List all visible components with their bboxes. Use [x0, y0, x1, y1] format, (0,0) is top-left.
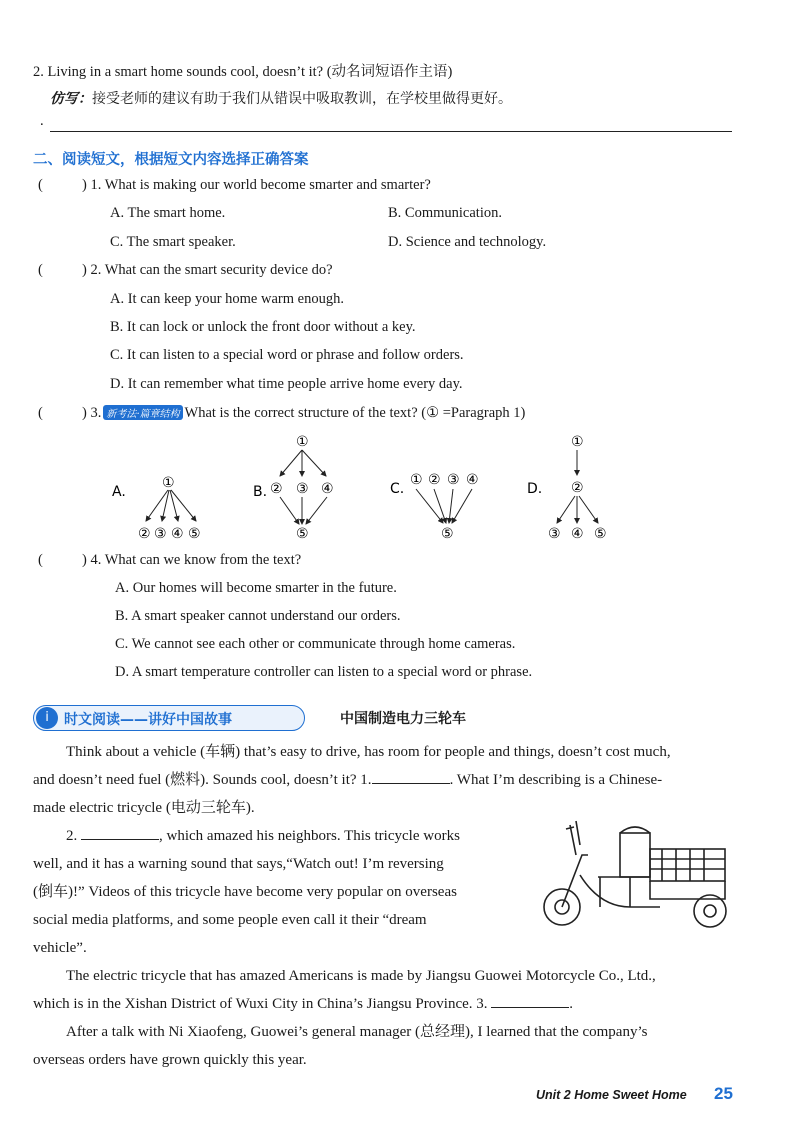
q1-stem: ) 1. What is making our world become smarter and smarter?: [82, 177, 431, 193]
q4-option-a[interactable]: A. Our homes will become smarter in the future.: [115, 580, 397, 596]
circled-3: ③: [548, 526, 561, 542]
answer-paren[interactable]: (: [38, 177, 43, 193]
q3-question: What is the correct structure of the text? (① =Paragraph 1): [184, 405, 526, 421]
p2-line-b: well, and it has a warning sound that says,“Watch out! I’m reversing: [33, 856, 444, 872]
p2-line-c: (倒车)!” Videos of this tricycle have become very popular on overseas: [33, 884, 457, 900]
p3-text-b: which is in the Xishan District of Wuxi City in China’s Jiangsu Province. 3.: [33, 996, 488, 1012]
q1-option-d[interactable]: D. Science and technology.: [388, 234, 547, 250]
q4-stem: ) 4. What can we know from the text?: [82, 552, 302, 568]
banner-subtitle: 中国制造电力三轮车: [340, 711, 466, 727]
option-a-diagram[interactable]: [112, 475, 201, 542]
p1-line-a: Think about a vehicle (车辆) that’s easy to drive, has room for people and things, doesn’t cost much,: [66, 744, 671, 760]
q4-option-d[interactable]: D. A smart temperature controller can listen to a special word or phrase.: [115, 664, 533, 680]
circled-4: ④: [171, 526, 184, 542]
q3-number: ) 3.: [82, 405, 102, 421]
banner-title: 时文阅读——讲好中国故事: [64, 712, 232, 728]
circled-4: ④: [571, 526, 584, 542]
blank-1[interactable]: [372, 771, 450, 784]
q2-option-c[interactable]: C. It can listen to a special word or phrase and follow orders.: [110, 347, 464, 363]
dot-mark: .: [40, 113, 44, 129]
q2-sentence: 2. Living in a smart home sounds cool, doesn’t it? (动名词短语作主语): [33, 64, 453, 80]
imitate-text: 接受老师的建议有助于我们从错误中吸取教训，在学校里做得更好。: [92, 91, 512, 107]
diagram-label-b: B.: [253, 484, 268, 500]
p4-line-b: overseas orders have grown quickly this year.: [33, 1052, 307, 1068]
answer-line[interactable]: [50, 131, 732, 132]
circled-3: ③: [296, 481, 309, 497]
imitate-label: 仿写：: [50, 91, 92, 107]
tricycle-illustration: [540, 815, 735, 935]
diagram-label-c: C.: [390, 481, 405, 497]
passage-paragraph-2: [33, 822, 507, 962]
imitate-line: [50, 88, 512, 108]
blank-2[interactable]: [81, 827, 159, 840]
circled-1: ①: [296, 434, 309, 450]
circled-2: ②: [138, 526, 151, 542]
option-b-diagram[interactable]: [253, 434, 334, 542]
circled-4: ④: [466, 472, 479, 488]
passage-paragraph-3: [33, 962, 733, 1018]
reading-banner: [33, 705, 305, 731]
circled-2: ②: [428, 472, 441, 488]
p1-line-b: [33, 766, 733, 794]
page-number: 25: [714, 1084, 733, 1103]
p2-line-e: vehicle”.: [33, 940, 87, 956]
structure-diagrams: [0, 428, 800, 548]
circled-2: ②: [571, 480, 584, 496]
blank-3[interactable]: [491, 995, 569, 1008]
new-format-badge: 新考法·篇章结构: [103, 405, 182, 420]
diagram-label-d: D.: [527, 481, 543, 497]
circled-2: ②: [270, 481, 283, 497]
circled-4: ④: [321, 481, 334, 497]
p2-line-a: [33, 822, 507, 850]
p1-text-b: and doesn’t need fuel (燃料). Sounds cool, doesn’t it? 1.: [33, 772, 372, 788]
passage-paragraph-1: [33, 738, 733, 822]
option-d-diagram[interactable]: [527, 434, 607, 542]
circled-5: ⑤: [441, 526, 454, 542]
p2-text-a: , which amazed his neighbors. This tricycle works: [159, 828, 460, 844]
circled-5: ⑤: [296, 526, 309, 542]
option-c-diagram[interactable]: [390, 472, 479, 542]
answer-paren[interactable]: (: [38, 262, 43, 278]
q3-stem: [82, 405, 525, 422]
p2-number: 2.: [66, 828, 78, 844]
circled-3: ③: [154, 526, 167, 542]
q2-option-a[interactable]: A. It can keep your home warm enough.: [110, 291, 344, 307]
footer-unit-title: Unit 2 Home Sweet Home: [536, 1088, 687, 1102]
lighthouse-icon: i: [36, 707, 58, 729]
circled-1: ①: [162, 475, 175, 491]
q2-option-b[interactable]: B. It can lock or unlock the front door without a key.: [110, 319, 416, 335]
p4-line-a: After a talk with Ni Xiaofeng, Guowei’s general manager (总经理), I learned that the company’s: [66, 1024, 648, 1040]
q1-option-c[interactable]: C. The smart speaker.: [110, 234, 236, 250]
q4-option-c[interactable]: C. We cannot see each other or communicate through home cameras.: [115, 636, 516, 652]
circled-5: ⑤: [594, 526, 607, 542]
answer-paren[interactable]: (: [38, 405, 43, 421]
q1-option-b[interactable]: B. Communication.: [388, 205, 502, 221]
circled-3: ③: [447, 472, 460, 488]
q2-option-d[interactable]: D. It can remember what time people arrive home every day.: [110, 376, 463, 392]
circled-1: ①: [410, 472, 423, 488]
q2-stem: ) 2. What can the smart security device do?: [82, 262, 333, 278]
section-heading: 二、阅读短文，根据短文内容选择正确答案: [33, 152, 309, 168]
p1-line-d: made electric tricycle (电动三轮车).: [33, 800, 255, 816]
circled-5: ⑤: [188, 526, 201, 542]
q1-option-a[interactable]: A. The smart home.: [110, 205, 226, 221]
p3-end: .: [569, 996, 574, 1012]
answer-paren[interactable]: (: [38, 552, 43, 568]
passage-paragraph-4: [33, 1018, 733, 1074]
p3-line-b: [33, 990, 733, 1018]
p3-line-a: The electric tricycle that has amazed Americans is made by Jiangsu Guowei Motorcycle Co., Ltd.,: [66, 968, 656, 984]
circled-1: ①: [571, 434, 584, 450]
diagram-label-a: A.: [112, 484, 126, 500]
q4-option-b[interactable]: B. A smart speaker cannot understand our orders.: [115, 608, 401, 624]
p2-line-d: social media platforms, and some people even call it their “dream: [33, 912, 427, 928]
p1-text-c: . What I’m describing is a Chinese-: [449, 772, 663, 788]
